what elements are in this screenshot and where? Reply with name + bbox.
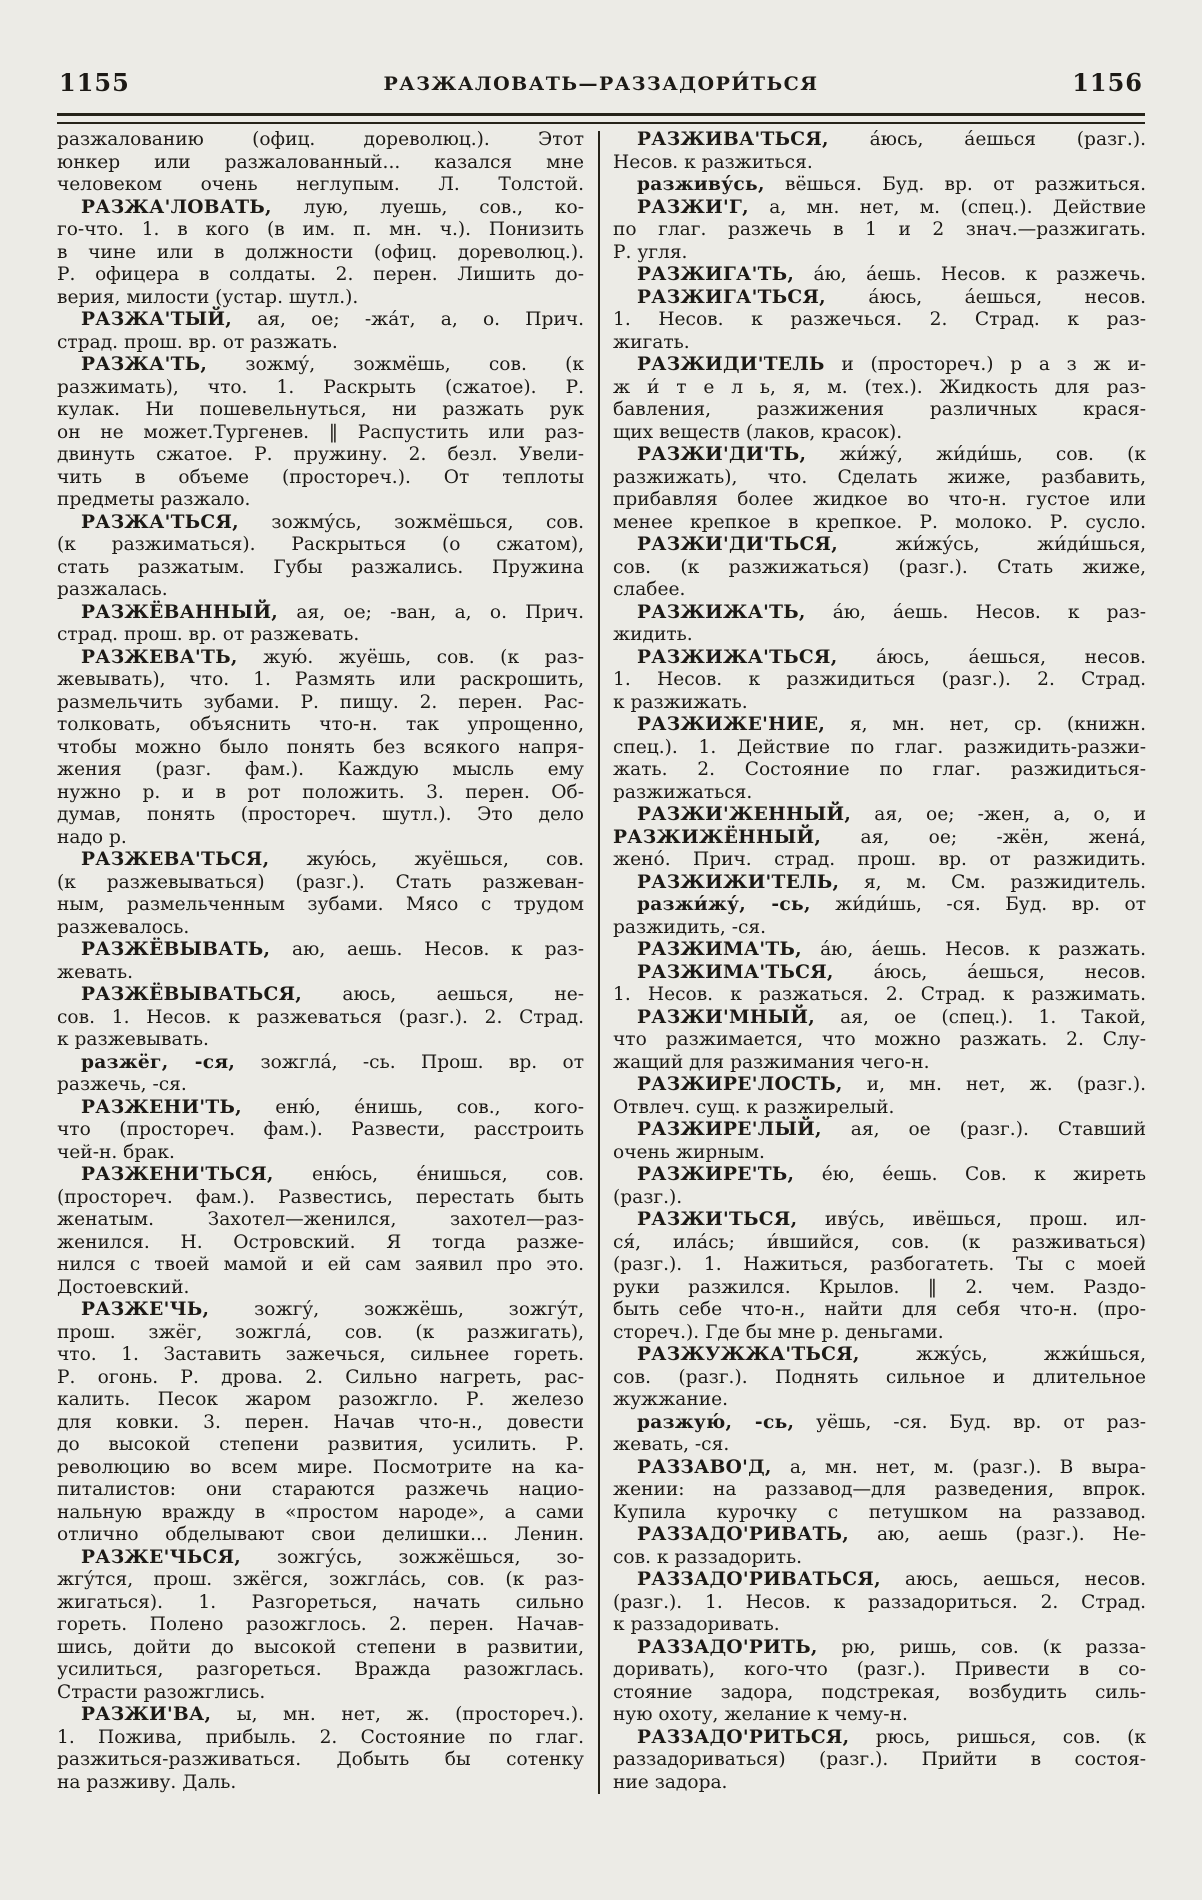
dictionary-line: Купила курочку с петушком на раззавод. [613,1501,1146,1523]
dictionary-line: чтобы можно было понять без всякого напря- [57,736,584,758]
dictionary-line: разживу́сь, вёшься. Буд. вр. от разжиться. [637,174,1146,195]
dictionary-line: разжимать), что. 1. Раскрыть (сжатое). Р. [57,376,584,398]
dictionary-line: калить. Песок жаром разожгло. Р. железо [57,1389,584,1410]
dictionary-line: жидить. [613,624,693,645]
dictionary-line: жения (разг. фам.). Каждую мысль ему [57,759,584,780]
dictionary-line: РАЗЖИ'ДИ'ТЬ, жи́жу́, жи́ди́шь, сов. (к [637,444,1146,465]
dictionary-line: бавления, разжижения различных крася- [613,399,1146,420]
dictionary-line: усилиться, разгореться. Вражда разожглась. [57,1659,584,1680]
dictionary-line: РАЗЖЕ'ЧЬ, зожгу́, зожжёшь, зожгу́т, [81,1299,584,1320]
dictionary-line: размельчить зубами. Р. пищу. 2. перен. Рас- [57,691,584,713]
dictionary-line: ся́, ила́сь; и́вшийся, сов. (к разживаться) [613,1231,1146,1253]
dictionary-line: гореть. Полено разожглось. 2. перен. Начав- [57,1614,584,1635]
dictionary-line: прибавляя более жидкое во что-н. густое или [613,489,1146,510]
column-divider-rule [598,131,600,1794]
dictionary-line: раззадориваться) (разг.). Прийти в состоя- [613,1749,1146,1770]
dictionary-line: РАЗЗАДО'РИТЬСЯ, рюсь, ришься, сов. (к [637,1726,1146,1748]
dictionary-line: РАЗЖА'ЛОВАТЬ, лую, луешь, сов., ко- [81,196,584,218]
page-number-left: 1155 [59,68,130,97]
dictionary-line: чить в объеме (простореч.). От теплоты [57,466,584,488]
dictionary-line: разжалованию (офиц. дореволюц.). Этот [57,129,584,150]
dictionary-line: питалистов: они стараются разжечь нацио- [57,1479,584,1500]
dictionary-line: нился с твоей мамой и ей сам заявил про это. [57,1254,584,1275]
dictionary-line: по глаг. разжечь в 1 и 2 знач.—разжигать. [613,219,1146,240]
dictionary-line: РАЗЖУЖЖА'ТЬСЯ, жжу́сь, жжи́шься, [637,1344,1146,1365]
dictionary-line: РАЗЖИМА'ТЬСЯ, а́юсь, а́ешься, несов. [637,961,1146,983]
dictionary-line: женатым. Захотел—женился, захотел—раз- [57,1209,584,1230]
dictionary-line: РАЗЖИЖА'ТЬСЯ, а́юсь, а́ешься, несов. [637,646,1146,668]
dictionary-line: до высокой степени развития, усилить. Р. [57,1434,584,1455]
dictionary-line: Отвлеч. сущ. к разжирелый. [613,1096,895,1118]
dictionary-line: руки разжился. Крылов. ‖ 2. чем. Раздо- [613,1276,1146,1298]
dictionary-line: разжевалось. [57,916,190,938]
dictionary-line: в чине или в должности (офиц. дореволюц.). [57,241,584,263]
dictionary-line: РАЗЖЕНИ'ТЬ, еню́, е́нишь, сов., кого- [81,1096,584,1118]
dictionary-line: РАЗЖИ'ВА, ы, мн. нет, ж. (простореч.). [81,1704,584,1725]
dictionary-line: ние задора. [613,1771,728,1793]
running-head: РАЗЖАЛОВАТЬ—РАЗЗАДОРИ́ТЬСЯ [383,73,819,95]
dictionary-line: революцию во всем мире. Посмотрите на ка- [57,1456,584,1478]
dictionary-line: жать. 2. Состояние по глаг. разжидиться- [613,759,1146,780]
dictionary-line: слабее. [613,579,686,600]
dictionary-line: РАЗЖИМА'ТЬ, а́ю, а́ешь. Несов. к разжать. [637,939,1146,960]
dictionary-line: РАЗЖИ'Г, а, мн. нет, м. (спец.). Действие [637,196,1146,218]
dictionary-line: жевывать), что. 1. Размять или раскрошить, [57,669,584,690]
dictionary-line: РАЗЖИЖИ'ТЕЛЬ, я, м. См. разжидитель. [637,871,1146,893]
dictionary-line: жигать. [613,331,690,353]
dictionary-line: разжидить, -ся. [613,916,767,938]
dictionary-line: РАЗЖИЖА'ТЬ, а́ю, а́ешь. Несов. к раз- [637,601,1146,623]
dictionary-line: РАЗЖИЖЁННЫЙ, ая, ое; -жён, жена́, [613,826,1146,848]
dictionary-line: (разг.). 1. Нажиться, разбогатеть. Ты с моей [613,1254,1146,1275]
text-columns [57,129,1147,1794]
dictionary-line: РАЗЖИРЕ'ЛЫЙ, ая, ое (разг.). Ставший [637,1119,1146,1140]
dictionary-line: РАЗЖЕНИ'ТЬСЯ, еню́сь, е́нишься, сов. [81,1164,584,1185]
dictionary-line: разжую́, -сь, уёшь, -ся. Буд. вр. от раз- [637,1411,1146,1433]
dictionary-line: РАЗЖИДИ'ТЕЛЬ и (простореч.) р а з ж и- [637,354,1146,375]
dictionary-line: жащий для разжимания чего-н. [613,1051,930,1073]
dictionary-line: жгу́тся, прош. зжёгся, зожгла́сь, сов. (к раз- [57,1569,584,1590]
dictionary-line: нужно р. и в рот положить. 3. перен. Об- [57,781,584,803]
dictionary-line: разжи́жу́, -сь, жи́ди́шь, -ся. Буд. вр. от [637,894,1146,915]
dictionary-line: юнкер или разжалованный... казался мне [57,151,584,173]
dictionary-line: доривать), кого-что (разг.). Привести в со- [613,1659,1146,1680]
dictionary-line: РАЗЖИ'ТЬСЯ, иву́сь, ивёшься, прош. ил- [637,1209,1146,1230]
dictionary-line: к раззадоривать. [613,1614,780,1635]
dictionary-line: разжижать), что. Сделать жиже, разбавить, [613,466,1146,488]
dictionary-line: Достоевский. [57,1276,190,1298]
dictionary-line: страд. прош. вр. от разжать. [57,331,338,353]
dictionary-line: (к разжиматься). Раскрыться (о сжатом), [57,534,584,555]
dictionary-line: (разг.). [613,1186,683,1208]
dictionary-line: РАЗЖИГА'ТЬСЯ, а́юсь, а́ешься, несов. [637,286,1146,308]
dictionary-line: РАЗЖЕ'ЧЬСЯ, зожгу́сь, зожжёшься, зо- [81,1546,584,1568]
dictionary-line: быть себе что-н., найти для себя что-н. (про- [613,1299,1146,1320]
dictionary-line: прош. зжёг, зожгла́, сов. (к разжигать), [57,1321,584,1343]
dictionary-line: разжалась. [57,579,168,600]
dictionary-line: что разжимается, что можно разжать. 2. Слу- [613,1029,1146,1050]
dictionary-line: страд. прош. вр. от разжевать. [57,624,360,645]
dictionary-line: верия, милости (устар. шутл.). [57,286,359,308]
dictionary-line: 1. Пожива, прибыль. 2. Состояние по глаг. [57,1726,584,1748]
dictionary-line: РАЗЖЁВЫВАТЬ, аю, аешь. Несов. к раз- [81,939,584,960]
dictionary-line: 1. Несов. к разжечься. 2. Страд. к раз- [613,309,1146,330]
dictionary-line: ным, размельченным зубами. Мясо с трудом [57,894,584,915]
dictionary-line: РАЗЖИГА'ТЬ, а́ю, а́ешь. Несов. к разжечь. [637,264,1146,285]
dictionary-line: спец.). 1. Действие по глаг. разжидить-разжи- [613,736,1146,758]
dictionary-line: РАЗЖИРЕ'ТЬ, е́ю, е́ешь. Сов. к жиреть [637,1164,1146,1185]
dictionary-line: РАЗЖИЖЕ'НИЕ, я, мн. нет, ср. (книжн. [637,714,1146,735]
dictionary-line: РАЗЖЁВАННЫЙ, ая, ое; -ван, а, о. Прич. [81,601,584,623]
dictionary-line: он не может.Тургенев. ‖ Распустить или раз- [57,421,584,443]
dictionary-line: Р. угля. [613,241,688,263]
dictionary-line: к разжижать. [613,691,748,713]
dictionary-line: РАЗЖИ'ДИ'ТЬСЯ, жи́жу́сь, жи́ди́шься, [637,534,1146,555]
dictionary-line: нальную вражду в «простом народе», а сами [57,1501,584,1523]
dictionary-line: РАЗЖЕВА'ТЬ, жую́. жуёшь, сов. (к раз- [81,646,584,668]
dictionary-line: Р. огонь. Р. дрова. 2. Сильно нагреть, рас- [57,1366,584,1388]
dictionary-line: женился. Н. Островский. Я тогда разже- [57,1231,584,1253]
dictionary-line: менее крепкое в крепкое. Р. молоко. Р. сусло. [613,511,1146,533]
dictionary-line: что (простореч. фам.). Развести, расстроить [57,1119,584,1140]
dictionary-line: РАЗЖИ'МНЫЙ, ая, ое (спец.). 1. Такой, [637,1006,1146,1028]
dictionary-line: РАЗЗАДО'РИВАТЬСЯ, аюсь, аешься, несов. [637,1569,1146,1590]
dictionary-line: Страсти разожглись. [57,1681,266,1703]
dictionary-line: го-что. 1. в кого (в им. п. мн. ч.). Понизить [57,219,584,240]
dictionary-line: надо р. [57,826,127,848]
dictionary-line: на разживу. Даль. [57,1771,237,1793]
dictionary-line: разжижаться. [613,781,753,803]
dictionary-line: стояние задора, подстрекая, возбудить силь- [613,1681,1146,1703]
dictionary-line: жигаться). 1. Разгореться, начать сильно [57,1591,584,1613]
dictionary-line: РАЗЖА'ТЫЙ, ая, ое; -жа́т, а, о. Прич. [81,309,584,330]
dictionary-line: сов. (разг.). Поднять сильное и длительное [613,1366,1146,1388]
dictionary-line: жевать. [57,961,133,983]
dictionary-line: что. 1. Заставить зажечься, сильнее гореть. [57,1344,584,1365]
dictionary-line: РАЗЖЕВА'ТЬСЯ, жую́сь, жуёшься, сов. [81,849,584,870]
dictionary-line: толковать, объяснить что-н. так упрощенно, [57,714,584,735]
dictionary-line: (к разжевываться) (разг.). Стать разжеван- [57,871,584,893]
page-number-right: 1156 [1072,68,1143,97]
dictionary-line: кулак. Ни пошевельнуться, ни разжать рук [57,399,584,420]
dictionary-line: РАЗЗАДО'РИВАТЬ, аю, аешь (разг.). Не- [637,1524,1146,1545]
dictionary-line: двинуть сжатое. Р. пружину. 2. безл. Увели- [57,444,584,465]
dictionary-line: ную охоту, желание к чему-н. [613,1704,908,1725]
dictionary-line: щих веществ (лаков, красок). [613,421,903,443]
dictionary-line: сов. (к разжижаться) (разг.). Стать жиже, [613,556,1146,578]
dictionary-line: думав, понять (простореч. шутл.). Это дело [57,804,584,825]
dictionary-line: сов. к раззадорить. [613,1546,803,1568]
right-column [613,129,1146,1794]
dictionary-line: жужжание. [613,1389,729,1410]
dictionary-line: (простореч. фам.). Развестись, перестать быть [57,1186,584,1208]
dictionary-line: жении: на раззавод—для разведения, впрок. [613,1479,1146,1500]
dictionary-line: стореч.). Где бы мне р. деньгами. [613,1321,944,1343]
dictionary-line: разжечь, -ся. [57,1074,187,1095]
dictionary-line: Несов. к разжиться. [613,151,813,173]
dictionary-line: (разг.). 1. Несов. к раззадориться. 2. Страд. [613,1591,1146,1613]
dictionary-line: отлично обделывают свои делишки... Ленин. [57,1524,584,1545]
dictionary-line: разжёг, -ся, зожгла́, -сь. Прош. вр. от [81,1051,584,1073]
dictionary-line: 1. Несов. к разжаться. 2. Страд. к разжимать. [613,984,1146,1005]
dictionary-line: чей-н. брак. [57,1141,175,1163]
dictionary-line: к разжевывать. [57,1029,209,1050]
dictionary-line: стать разжатым. Губы разжались. Пружина [57,556,584,578]
dictionary-line: РАЗЗАВО'Д, а, мн. нет, м. (разг.). В выра- [637,1456,1146,1478]
dictionary-line: Р. офицера в солдаты. 2. перен. Лишить до- [57,264,584,285]
dictionary-line: жено́. Прич. страд. прош. вр. от разжидить. [613,849,1146,870]
dictionary-line: человеком очень неглупым. Л. Толстой. [57,174,584,195]
dictionary-line: РАЗЖИВА'ТЬСЯ, а́юсь, а́ешься (разг.). [637,129,1146,150]
dictionary-line: сов. 1. Несов. к разжеваться (разг.). 2. Страд. [57,1006,584,1028]
dictionary-line: ж и́ т е л ь, я, м. (тех.). Жидкость для раз- [613,376,1146,398]
dictionary-line: РАЗЖА'ТЬСЯ, зожму́сь, зожмёшься, сов. [81,511,584,533]
dictionary-line: 1. Несов. к разжидиться (разг.). 2. Страд. [613,669,1146,690]
dictionary-line: для ковки. 3. перен. Начав что-н., довести [57,1411,584,1433]
dictionary-line: предметы разжало. [57,489,251,510]
page-header [57,68,1145,102]
dictionary-line: РАЗЖЁВЫВАТЬСЯ, аюсь, аешься, не- [81,984,584,1005]
header-double-rule [57,113,1145,124]
dictionary-line: разжиться-разживаться. Добыть бы сотенку [57,1749,584,1770]
dictionary-line: РАЗЖА'ТЬ, зожму́, зожмёшь, сов. (к [81,354,584,375]
dictionary-line: РАЗЗАДО'РИТЬ, рю, ришь, сов. (к разза- [637,1636,1146,1658]
dictionary-line: РАЗЖИ'ЖЕННЫЙ, ая, ое; -жен, а, о, и [637,804,1146,825]
left-column [57,129,584,1794]
dictionary-line: РАЗЖИРЕ'ЛОСТЬ, и, мн. нет, ж. (разг.). [637,1074,1146,1095]
dictionary-line: шись, дойти до высокой степени в развитии, [57,1636,584,1658]
dictionary-line: очень жирным. [613,1141,765,1163]
dictionary-line: жевать, -ся. [613,1434,730,1455]
